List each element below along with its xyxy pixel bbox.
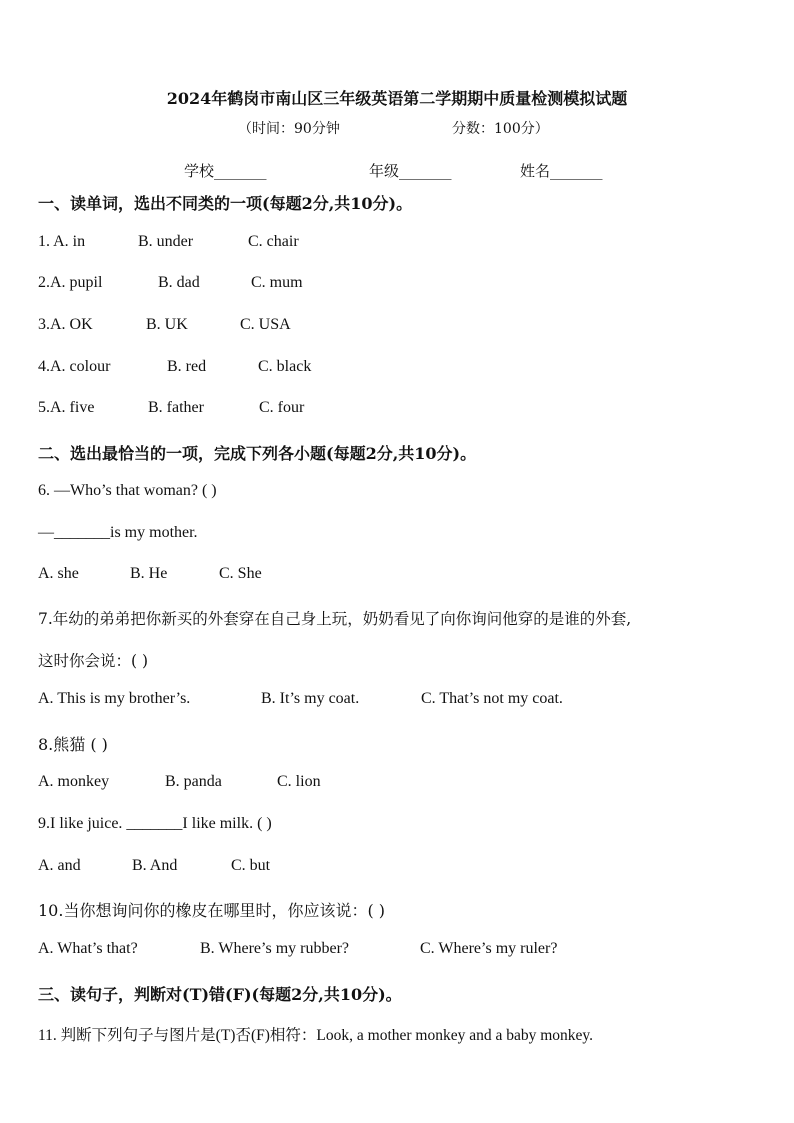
q11-stem: 11. 判断下列句子与图片是(T)否(F)相符：Look, a mother monkey and a baby monkey.: [38, 1027, 594, 1044]
q7-stem: 7.年幼的弟弟把你新买的外套穿在自己身上玩，奶奶看见了向你询问他穿的是谁的外套,: [38, 610, 632, 628]
q8-option-a: A. monkey: [38, 773, 110, 790]
q10-option-a: A. What’s that?: [38, 940, 138, 957]
exam-score: 分数：100分）: [452, 121, 549, 137]
q6-blank-line: —_______is my mother.: [38, 524, 198, 541]
q2-option-a: 2.A. pupil: [38, 274, 103, 291]
q2-option-b: B. dad: [158, 274, 200, 291]
section-1-heading: 一、读单词，选出不同类的一项(每题2分,共10分)。: [38, 194, 413, 213]
q6-option-c: C. She: [219, 565, 262, 582]
q6-option-b: B. He: [130, 565, 168, 582]
q4-option-b: B. red: [167, 358, 207, 375]
q9-option-b: B. And: [132, 857, 178, 874]
q9-option-c: C. but: [231, 857, 271, 874]
q7-option-b: B. It’s my coat.: [261, 690, 360, 707]
q7-option-c: C. That’s not my coat.: [421, 690, 563, 707]
q8-stem: 8.熊猫 ( ): [38, 735, 108, 754]
section-3-heading: 三、读句子，判断对(T)错(F)(每题2分,共10分)。: [38, 985, 402, 1004]
q3-option-c: C. USA: [240, 316, 291, 333]
q10-option-c: C. Where’s my ruler?: [420, 940, 558, 957]
grade-field: 年级_______: [369, 162, 452, 180]
q1-option-b: B. under: [138, 233, 194, 250]
q4-option-c: C. black: [258, 358, 312, 375]
q6-option-a: A. she: [38, 565, 79, 582]
q3-option-b: B. UK: [146, 316, 188, 333]
q5-option-b: B. father: [148, 399, 204, 416]
q8-option-c: C. lion: [277, 773, 321, 790]
q2-option-c: C. mum: [251, 274, 303, 291]
name-field: 姓名_______: [520, 162, 603, 180]
q8-option-b: B. panda: [165, 773, 222, 790]
q7-option-a: A. This is my brother’s.: [38, 690, 191, 707]
q7-stem-continued: 这时你会说：( ): [38, 652, 149, 670]
q10-option-b: B. Where’s my rubber?: [200, 940, 349, 957]
school-field: 学校_______: [184, 162, 267, 180]
q5-option-c: C. four: [259, 399, 305, 416]
q9-stem: 9.I like juice. _______I like milk. ( ): [38, 815, 272, 832]
exam-time: （时间：90分钟: [238, 121, 340, 137]
q9-option-a: A. and: [38, 857, 81, 874]
q1-option-a: 1. A. in: [38, 233, 86, 250]
page-title: 2024年鹤岗市南山区三年级英语第二学期期中质量检测模拟试题: [166, 89, 628, 108]
q10-stem: 10.当你想询问你的橡皮在哪里时，你应该说：( ): [38, 901, 386, 920]
q1-option-c: C. chair: [248, 233, 299, 250]
section-2-heading: 二、选出最恰当的一项，完成下列各小题(每题2分,共10分)。: [38, 444, 477, 463]
q5-option-a: 5.A. five: [38, 399, 95, 416]
q6-stem: 6. —Who’s that woman? ( ): [38, 482, 217, 499]
q3-option-a: 3.A. OK: [38, 316, 93, 333]
q4-option-a: 4.A. colour: [38, 358, 111, 375]
